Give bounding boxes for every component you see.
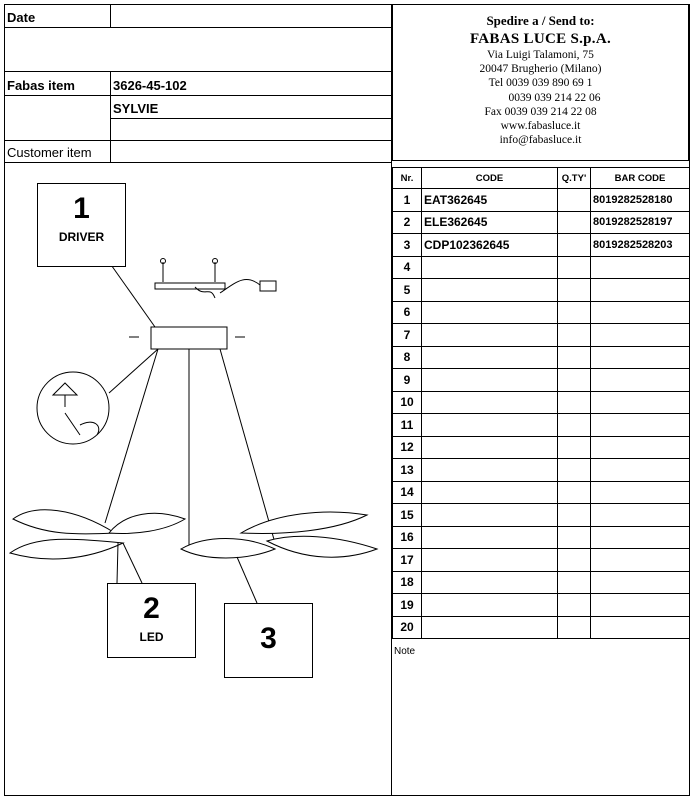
header-divider-item xyxy=(110,71,111,162)
cell-barcode xyxy=(591,256,690,279)
cell-qty xyxy=(558,301,591,324)
led-leaves xyxy=(10,510,377,559)
cell-barcode xyxy=(591,436,690,459)
cell-nr: 19 xyxy=(393,594,422,617)
cell-qty xyxy=(558,481,591,504)
header-line-name xyxy=(110,118,392,119)
callout-3-number: 3 xyxy=(260,622,277,655)
cell-barcode xyxy=(591,571,690,594)
callout-driver-number: 1 xyxy=(73,192,90,225)
date-label: Date xyxy=(7,10,36,25)
table-row xyxy=(393,211,690,234)
cell-nr: 17 xyxy=(393,549,422,572)
cell-nr: 15 xyxy=(393,504,422,527)
cell-nr: 20 xyxy=(393,616,422,639)
table-row xyxy=(393,616,690,639)
ceiling-bracket xyxy=(155,259,276,299)
cell-nr: 13 xyxy=(393,459,422,482)
cell-barcode xyxy=(591,369,690,392)
col-nr: Nr. xyxy=(393,168,422,189)
header-divider-date xyxy=(110,4,111,27)
table-row xyxy=(393,324,690,347)
cell-code xyxy=(422,324,558,347)
cell-qty xyxy=(558,211,591,234)
header-line-item xyxy=(4,95,392,96)
sender-city: 20047 Brugherio (Milano) xyxy=(479,63,602,76)
cell-code: EAT362645 xyxy=(422,189,558,212)
cell-nr: 3 xyxy=(393,234,422,257)
table-row xyxy=(393,256,690,279)
cell-code xyxy=(422,571,558,594)
table-row xyxy=(393,189,690,212)
cell-qty xyxy=(558,594,591,617)
cell-barcode xyxy=(591,279,690,302)
cell-qty xyxy=(558,436,591,459)
header-line-date xyxy=(4,27,392,28)
cell-code xyxy=(422,301,558,324)
table-row xyxy=(393,526,690,549)
table-row xyxy=(393,594,690,617)
cell-nr: 11 xyxy=(393,414,422,437)
cell-nr: 16 xyxy=(393,526,422,549)
sender-fax: Fax 0039 039 214 22 08 xyxy=(484,105,597,118)
cell-qty xyxy=(558,616,591,639)
cell-barcode xyxy=(591,301,690,324)
cell-nr: 8 xyxy=(393,346,422,369)
header-line-empty xyxy=(4,140,392,141)
sender-tel1: Tel 0039 039 890 69 1 xyxy=(488,77,593,90)
cell-qty xyxy=(558,549,591,572)
cell-code xyxy=(422,504,558,527)
item-name: SYLVIE xyxy=(113,101,159,116)
cell-code xyxy=(422,549,558,572)
cell-code xyxy=(422,414,558,437)
cell-qty xyxy=(558,346,591,369)
table-row xyxy=(393,234,690,257)
cell-barcode xyxy=(591,481,690,504)
table-row xyxy=(393,436,690,459)
cell-barcode xyxy=(591,616,690,639)
cell-code xyxy=(422,436,558,459)
cell-code: CDP102362645 xyxy=(422,234,558,257)
header-line-top xyxy=(4,4,392,5)
table-row xyxy=(393,459,690,482)
cell-qty xyxy=(558,459,591,482)
cell-code xyxy=(422,526,558,549)
table-row xyxy=(393,549,690,572)
cell-nr: 2 xyxy=(393,211,422,234)
cell-nr: 10 xyxy=(393,391,422,414)
cell-qty xyxy=(558,526,591,549)
table-row xyxy=(393,391,690,414)
cell-qty xyxy=(558,279,591,302)
cell-qty xyxy=(558,234,591,257)
cell-code xyxy=(422,459,558,482)
sender-email: info@fabasluce.it xyxy=(499,134,582,147)
sender-block xyxy=(392,4,689,161)
table-row xyxy=(393,301,690,324)
cell-code xyxy=(422,616,558,639)
col-code: CODE xyxy=(422,168,558,189)
callout-led-number: 2 xyxy=(143,592,160,625)
cell-qty xyxy=(558,504,591,527)
table-row xyxy=(393,504,690,527)
cell-nr: 14 xyxy=(393,481,422,504)
note-label: Note xyxy=(394,646,416,657)
callout-3 xyxy=(224,603,313,678)
cell-barcode xyxy=(591,346,690,369)
cell-code xyxy=(422,279,558,302)
cell-barcode xyxy=(591,324,690,347)
sender-address: Via Luigi Talamoni, 75 xyxy=(487,49,594,61)
fabas-item-label: Fabas item xyxy=(7,78,75,93)
cell-code xyxy=(422,346,558,369)
cell-qty xyxy=(558,571,591,594)
cell-barcode xyxy=(591,459,690,482)
cell-barcode: 8019282528197 xyxy=(591,211,690,234)
cell-code xyxy=(422,256,558,279)
parts-table-header xyxy=(393,168,690,189)
cell-code xyxy=(422,594,558,617)
cell-nr: 9 xyxy=(393,369,422,392)
cell-barcode xyxy=(591,414,690,437)
cell-nr: 4 xyxy=(393,256,422,279)
cell-nr: 6 xyxy=(393,301,422,324)
callout-driver xyxy=(37,183,126,267)
sender-tel2: 0039 039 214 22 06 xyxy=(508,91,601,104)
cell-qty xyxy=(558,189,591,212)
header-line-blank xyxy=(4,71,392,72)
table-row xyxy=(393,279,690,302)
cell-qty xyxy=(558,369,591,392)
callout-led-label: LED xyxy=(139,630,164,644)
cell-code xyxy=(422,481,558,504)
callout-driver-label: DRIVER xyxy=(58,230,105,244)
cell-barcode xyxy=(591,594,690,617)
cell-nr: 1 xyxy=(393,189,422,212)
customer-item-label: Customer item xyxy=(7,145,92,160)
sender-company: FABAS LUCE S.p.A. xyxy=(469,31,612,47)
cell-code xyxy=(422,369,558,392)
table-row xyxy=(393,369,690,392)
cell-qty xyxy=(558,391,591,414)
callout-led xyxy=(107,583,196,658)
cell-barcode: 8019282528203 xyxy=(591,234,690,257)
cell-nr: 18 xyxy=(393,571,422,594)
cell-qty xyxy=(558,256,591,279)
cell-qty xyxy=(558,414,591,437)
col-barcode: BAR CODE xyxy=(591,168,690,189)
cell-code: ELE362645 xyxy=(422,211,558,234)
parts-table xyxy=(392,167,690,639)
cell-nr: 7 xyxy=(393,324,422,347)
item-code: 3626-45-102 xyxy=(113,78,187,93)
cell-qty xyxy=(558,324,591,347)
driver-box xyxy=(151,327,227,349)
table-row xyxy=(393,571,690,594)
cell-code xyxy=(422,391,558,414)
cell-barcode xyxy=(591,526,690,549)
cell-nr: 12 xyxy=(393,436,422,459)
table-row xyxy=(393,414,690,437)
table-row xyxy=(393,481,690,504)
cell-barcode xyxy=(591,549,690,572)
sender-web: www.fabasluce.it xyxy=(500,120,581,133)
col-qty: Q.TY' xyxy=(558,168,591,189)
cell-barcode xyxy=(591,391,690,414)
table-row xyxy=(393,346,690,369)
sender-title: Spedire a / Send to: xyxy=(486,13,595,28)
cell-barcode xyxy=(591,504,690,527)
cell-nr: 5 xyxy=(393,279,422,302)
cell-barcode: 8019282528180 xyxy=(591,189,690,212)
